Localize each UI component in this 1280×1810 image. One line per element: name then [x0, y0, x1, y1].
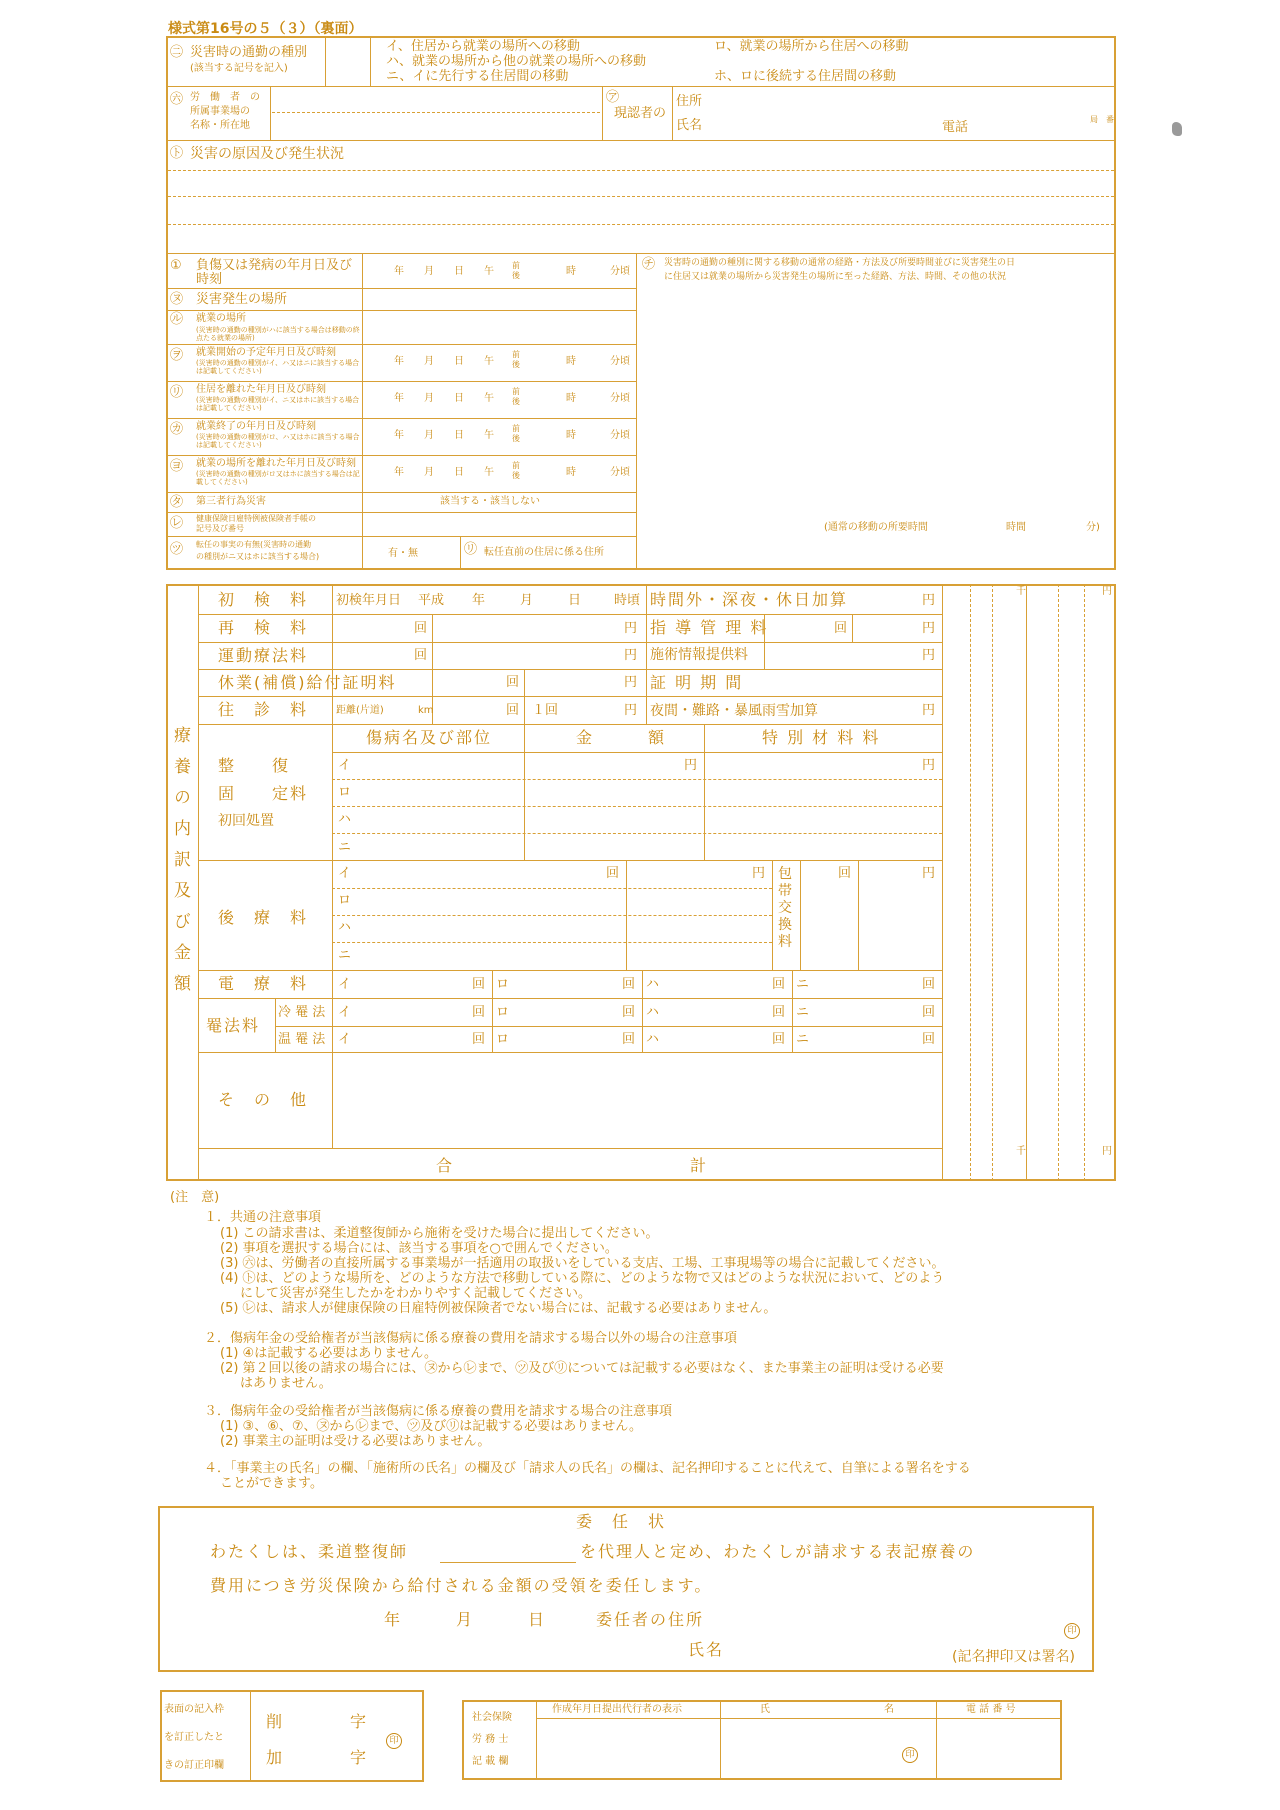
cold-label: 冷 罨 法: [278, 1005, 326, 1020]
workplace-label-1: 労 働 者 の: [190, 92, 260, 103]
accident-place-label: 災害発生の場所: [196, 292, 288, 307]
note-1: １．共通の注意事項: [204, 1210, 322, 1225]
initial-label: 初 検 料: [218, 590, 309, 609]
witness-label: 現認者の: [614, 106, 667, 121]
seifuku-ni: ニ: [338, 840, 352, 855]
row2-num: ㋸: [170, 312, 184, 327]
work-end-value[interactable]: 年 月 日 午: [394, 430, 494, 441]
leave-home-label: 住居を離れた年月日及び時刻: [196, 384, 326, 395]
proxy-name-label: 氏名: [688, 1640, 725, 1659]
form-title: 様式第16号の５（３）（裏面）: [168, 21, 363, 37]
daily-insured-input[interactable]: [366, 514, 632, 534]
denryo-ha: ハ: [646, 977, 660, 992]
warm-ni: ニ: [796, 1032, 810, 1047]
correction-del: 削: [266, 1712, 285, 1731]
correction-label-1: 表面の記入枠: [164, 1704, 224, 1715]
treatment-side-title: 療養の内訳及び金額: [170, 726, 190, 1005]
note-3-2: (2) 事業主の証明は受ける必要はありません。: [220, 1434, 491, 1449]
total-label-b: 計: [690, 1156, 709, 1175]
workplace-label-num: ㊅: [170, 92, 184, 107]
third-party-value[interactable]: 該当する・該当しない: [440, 496, 540, 507]
initial-date-label: 初検年月日: [336, 593, 402, 608]
distance-km: km: [418, 705, 434, 716]
agent-col-date: 作成年月日提出代行者の表示: [552, 1704, 682, 1715]
other-label: そ の 他: [218, 1090, 309, 1109]
col-material: 特 別 材 料 料: [762, 728, 881, 747]
agent-seal: [902, 1742, 918, 1763]
proxy-seal-mark: 印: [1064, 1623, 1080, 1639]
third-party-label: 第三者行為災害: [196, 496, 266, 507]
cold-i: イ: [338, 1005, 352, 1020]
commute-type-label: 災害時の通勤の種別: [190, 45, 308, 60]
guidance-yen: 円: [922, 621, 936, 636]
proxy-seal: [1064, 1618, 1080, 1639]
bandage-yen: 円: [922, 866, 936, 881]
overtime-label: 時間外・深夜・休日加算: [650, 590, 849, 609]
commute-option-ro: ロ、就業の場所から住居への移動: [714, 39, 909, 54]
witness-name-label: 氏名: [676, 118, 703, 133]
correction-seal-mark: 印: [386, 1733, 402, 1749]
leave-cert-label: 休業(補償)給付証明料: [218, 673, 397, 692]
seifuku-label: 整 復: [218, 756, 291, 775]
witness-address-label: 住所: [676, 94, 703, 109]
row8-num: ㋹: [170, 516, 184, 531]
note-4b: ことができます。: [220, 1476, 323, 1491]
cause-label: 災害の原因及び発生状況: [190, 146, 344, 162]
correction-label-2: を訂正したと: [164, 1732, 224, 1743]
work-start-min: 分頃: [610, 356, 630, 367]
work-start-ampm: 前 後: [512, 350, 520, 369]
denryo-ro: ロ: [496, 977, 510, 992]
denryo-ha-kai: 回: [772, 977, 786, 992]
injury-min: 分頃: [610, 266, 630, 277]
agent-label-1: 社会保険: [472, 1712, 512, 1723]
cold-i-kai: 回: [472, 1005, 486, 1020]
seifuku-material-yen: 円: [922, 758, 936, 773]
correction-label-3: きの訂正印欄: [164, 1760, 224, 1771]
transfer-value[interactable]: 有・無: [388, 548, 418, 559]
leave-work-ampm: 前 後: [512, 461, 520, 480]
witness-label-num: ㋐: [606, 90, 620, 105]
row1-num: ㋦: [170, 292, 184, 307]
denryo-i: イ: [338, 977, 352, 992]
work-start-hour: 時: [566, 356, 576, 367]
koryo-label: 後 療 料: [218, 908, 309, 927]
koryo-yen: 円: [752, 866, 766, 881]
recheck-yen: 円: [624, 621, 638, 636]
proxy-line-2: 費用につき労災保険から給付される金額の受領を委任します。: [210, 1576, 713, 1595]
overtime-yen: 円: [922, 593, 936, 608]
proxy-line-1b: を代理人と定め、わたくしが請求する表記療養の: [580, 1542, 976, 1561]
witness-name-input[interactable]: [712, 114, 932, 136]
leave-home-hour: 時: [566, 393, 576, 404]
witness-phone-label: 電話: [942, 120, 969, 135]
proxy-date: 年 月 日: [384, 1610, 547, 1629]
leave-home-min: 分頃: [610, 393, 630, 404]
workplace-input[interactable]: [274, 90, 598, 134]
injury-hour: 時: [566, 266, 576, 277]
commute-type-note: (該当する記号を記入): [190, 63, 288, 74]
visit-kai: 回: [506, 703, 520, 718]
recheck-kai: 回: [414, 621, 428, 636]
agent-col-name-a: 氏: [760, 1704, 770, 1715]
daily-insured-label-2: 記号及び番号: [196, 524, 244, 533]
note-2: ２．傷病年金の受給権者が当該傷病に係る療養の費用を請求する場合以外の場合の注意事項: [204, 1331, 738, 1346]
cold-ni: ニ: [796, 1005, 810, 1020]
initial-d: 日: [568, 593, 582, 608]
proxy-title: 委 任 状: [576, 1512, 667, 1531]
route-label-2: に住居又は就業の場所から災害発生の場所に至った経路、方法、時間、その他の状況: [664, 272, 1007, 282]
warm-ni-kai: 回: [922, 1032, 936, 1047]
cold-ha-kai: 回: [772, 1005, 786, 1020]
work-start-value[interactable]: 年 月 日 午: [394, 356, 494, 367]
accident-place-input[interactable]: [366, 290, 632, 308]
correction-seal: [386, 1728, 402, 1749]
guidance-label: 指 導 管 理 料: [650, 618, 769, 637]
warm-i-kai: 回: [472, 1032, 486, 1047]
leave-home-value[interactable]: 年 月 日 午: [394, 393, 494, 404]
leave-home-ampm: 前 後: [512, 387, 520, 406]
transfer-label-2: の種別がニ又はホに該当する場合): [196, 552, 320, 561]
warm-ha: ハ: [646, 1032, 660, 1047]
route-time-note: (通常の移動の所要時間: [824, 522, 928, 533]
proxy-note: (記名押印又は署名): [952, 1649, 1075, 1665]
sen-bottom: 千: [1016, 1146, 1026, 1157]
cold-ro: ロ: [496, 1005, 510, 1020]
injury-datetime-label: 負傷又は発病の年月日及び: [196, 258, 353, 273]
note-1-4b: にして災害が発生したかをわかりやすく記載してください。: [240, 1286, 592, 1301]
initial-time: 時頃: [614, 593, 641, 608]
bandage-kai: 回: [838, 866, 852, 881]
leave-home-note: (災害時の通勤の種別がイ、ニ又はホに該当する場合は記載してください): [196, 396, 360, 412]
note-4: ４．「事業主の氏名」の欄、「施術所の氏名」の欄及び「請求人の氏名」の欄は、記名押印することに代えて、自筆による署名をする: [204, 1461, 971, 1476]
anho-label: 罨法料: [206, 1016, 261, 1035]
visit-label: 往 診 料: [218, 700, 309, 719]
exercise-yen: 円: [624, 648, 638, 663]
denryo-ni-kai: 回: [922, 977, 936, 992]
agent-label-3: 記 載 欄: [472, 1756, 509, 1767]
denryo-ni: ニ: [796, 977, 810, 992]
bandage-label: 包帯交換料: [778, 866, 792, 950]
note-1-4: (4) ㋣は、どのような場所を、どのような方法で移動している際に、どのような物で又はどのような状況において、どのよう: [220, 1271, 945, 1286]
daily-insured-label: 健康保険日雇特例被保険者手帳の: [196, 514, 316, 523]
col-amount: 金 額: [576, 728, 667, 747]
cold-ha: ハ: [646, 1005, 660, 1020]
denryo-ro-kai: 回: [622, 977, 636, 992]
correction-add-ji: 字: [350, 1748, 369, 1767]
commute-option-ha: ハ、就業の場所から他の就業の場所への移動: [386, 54, 647, 69]
commute-option-ni: ニ、イに先行する住居間の移動: [386, 69, 569, 84]
initial-y: 年: [472, 593, 486, 608]
initial-era: 平成: [418, 593, 445, 608]
commute-label-num: ㊁: [170, 45, 184, 60]
leave-work-value[interactable]: 年 月 日 午: [394, 467, 494, 478]
agent-label-2: 労 務 士: [472, 1734, 509, 1745]
row4-num: ㋷: [170, 385, 184, 400]
work-end-label: 就業終了の年月日及び時刻: [196, 421, 316, 432]
leave-work-label: 就業の場所を離れた年月日及び時刻: [196, 458, 356, 469]
workplace-place-input[interactable]: [366, 312, 632, 342]
note-1-3: (3) ㊅は、労働者の直接所属する事業場が一括適用の取扱いをしている支店、工場、工事現場等の場合に記載してください。: [220, 1256, 945, 1271]
route-num: ㋠: [642, 257, 656, 272]
koryo-ha: ハ: [338, 920, 352, 935]
agent-col-phone: 電 話 番 号: [966, 1704, 1016, 1715]
note-2-2: (2) 第２回以後の請求の場合には、㋦から㋹まで、㋡及び㋷については記載する必要はなく、また事業主の証明は受ける必要: [220, 1361, 944, 1376]
work-end-note: (災害時の通勤の種別がロ、ハ又はホに該当する場合は記載してください): [196, 433, 360, 449]
seifuku-amount-yen: 円: [684, 758, 698, 773]
leave-cert-yen: 円: [624, 675, 638, 690]
leave-work-hour: 時: [566, 467, 576, 478]
koryo-ni: ニ: [338, 948, 352, 963]
row0-num: ①: [170, 258, 182, 273]
yen-top: 円: [1102, 586, 1112, 597]
workplace-place-note: (災害時の通勤の種別がハに該当する場合は移動の終点たる就業の場所): [196, 326, 360, 342]
workplace-label-3: 名称・所在地: [190, 120, 250, 131]
seifuku-ro: ロ: [338, 785, 352, 800]
note-1-1: (1) この請求書は、柔道整復師から施術を受けた場合に提出してください。: [220, 1226, 659, 1241]
leave-cert-kai: 回: [506, 675, 520, 690]
other-input[interactable]: [336, 1056, 938, 1144]
witness-phone-suffix: 局 番: [1090, 115, 1114, 124]
night-label: 夜間・難路・暴風雨雪加算: [650, 703, 818, 719]
transfer-addr-num: ㋷: [464, 542, 478, 557]
route-time-hours: 時間: [1006, 522, 1026, 533]
route-time-min: 分): [1086, 522, 1100, 533]
exercise-kai: 回: [414, 648, 428, 663]
cert-period-label: 証 明 期 間: [650, 673, 744, 692]
cold-ni-kai: 回: [922, 1005, 936, 1020]
night-yen: 円: [922, 703, 936, 718]
correction-add: 加: [266, 1748, 285, 1767]
note-1-5: (5) ㋹は、請求人が健康保険の日雇特例被保険者でない場合には、記載する必要はありません。: [220, 1301, 777, 1316]
row9-num: ㋡: [170, 542, 184, 557]
warm-ro-kai: 回: [622, 1032, 636, 1047]
paper-blemish: [1172, 122, 1182, 136]
agent-name-input[interactable]: [724, 1722, 894, 1776]
shokai-label: 初回処置: [218, 813, 274, 829]
yen-bottom: 円: [1102, 1146, 1112, 1157]
row7-num: ㋟: [170, 495, 184, 510]
proxy-agent-input[interactable]: [442, 1540, 574, 1562]
proxy-addr-label: 委任者の住所: [596, 1610, 705, 1629]
warm-ha-kai: 回: [772, 1032, 786, 1047]
witness-address-input[interactable]: [712, 90, 1102, 110]
workplace-place-label: 就業の場所: [196, 313, 246, 324]
denryo-i-kai: 回: [472, 977, 486, 992]
visit-one-kai: １回: [532, 703, 559, 718]
notes-head: (注 意): [170, 1190, 220, 1205]
cold-ro-kai: 回: [622, 1005, 636, 1020]
transfer-addr-label: 転任直前の住居に係る住所: [484, 547, 604, 558]
exercise-label: 運動療法料: [218, 646, 309, 665]
col-injury: 傷病名及び部位: [366, 728, 493, 747]
leave-work-min: 分頃: [610, 467, 630, 478]
injury-datetime-value[interactable]: 年 月 日 午: [394, 266, 494, 277]
visit-yen: 円: [624, 703, 638, 718]
injury-datetime-label-2: 時刻: [196, 272, 223, 287]
warm-label: 温 罨 法: [278, 1032, 326, 1047]
note-3: ３．傷病年金の受給権者が当該傷病に係る療養の費用を請求する場合の注意事項: [204, 1404, 673, 1419]
koryo-kai: 回: [606, 866, 620, 881]
initial-m: 月: [520, 593, 534, 608]
work-start-note: (災害時の通勤の種別がイ、ハ又はニに該当する場合は記載してください): [196, 359, 360, 375]
info-label: 施術情報提供料: [650, 647, 748, 663]
work-end-min: 分頃: [610, 430, 630, 441]
note-1-2: (2) 事項を選択する場合には、該当する事項を○で囲んでください。: [220, 1241, 618, 1256]
agent-phone-input[interactable]: [940, 1722, 1058, 1776]
work-end-ampm: 前 後: [512, 424, 520, 443]
distance-label: 距離(片道): [336, 705, 384, 716]
leave-work-note: (災害時の通勤の種別がロ又はホに該当する場合は記載してください): [196, 470, 360, 486]
workplace-label-2: 所属事業場の: [190, 106, 250, 117]
note-2-1: (1) ④は記載する必要はありません。: [220, 1346, 437, 1361]
commute-type-input[interactable]: [326, 44, 368, 78]
agent-col-name-b: 名: [884, 1704, 894, 1715]
agent-seal-mark: 印: [902, 1747, 918, 1763]
cause-label-num: ㋣: [170, 146, 184, 161]
route-input[interactable]: [640, 290, 1110, 508]
row6-num: ㋵: [170, 459, 184, 474]
cause-input[interactable]: [170, 172, 1110, 250]
info-yen: 円: [922, 648, 936, 663]
agent-date-input[interactable]: [540, 1722, 716, 1776]
correction-del-ji: 字: [350, 1712, 369, 1731]
injury-ampm: 前 後: [512, 261, 520, 280]
seifuku-ha: ハ: [338, 812, 352, 827]
note-3-1: (1) ③、⑥、⑦、㋦から㋹まで、㋡及び㋷は記載する必要はありません。: [220, 1419, 643, 1434]
guidance-kai: 回: [834, 621, 848, 636]
note-2-2b: はありません。: [240, 1376, 332, 1391]
row5-num: ㋕: [170, 422, 184, 437]
warm-ro: ロ: [496, 1032, 510, 1047]
denryo-label: 電 療 料: [218, 974, 309, 993]
commute-option-i: イ、住居から就業の場所への移動: [386, 39, 580, 54]
warm-i: イ: [338, 1032, 352, 1047]
work-start-label: 就業開始の予定年月日及び時刻: [196, 347, 336, 358]
koryo-i: イ: [338, 866, 352, 881]
commute-option-ho: ホ、ロに後続する住居間の移動: [714, 69, 897, 84]
proxy-line-1a: わたくしは、柔道整復師: [210, 1542, 409, 1561]
work-end-hour: 時: [566, 430, 576, 441]
sen-top: 千: [1016, 586, 1026, 597]
route-label-1: 災害時の通勤の種別に関する移動の通常の経路・方法及び所要時間並びに災害発生の日: [664, 258, 1016, 268]
total-label-a: 合: [436, 1156, 455, 1175]
kotei-label: 固 定料: [218, 784, 309, 803]
recheck-label: 再 検 料: [218, 618, 309, 637]
transfer-label: 転任の事実の有無(災害時の通勤: [196, 540, 312, 549]
koryo-ro: ロ: [338, 893, 352, 908]
seifuku-i: イ: [338, 758, 352, 773]
row3-num: ㋾: [170, 348, 184, 363]
